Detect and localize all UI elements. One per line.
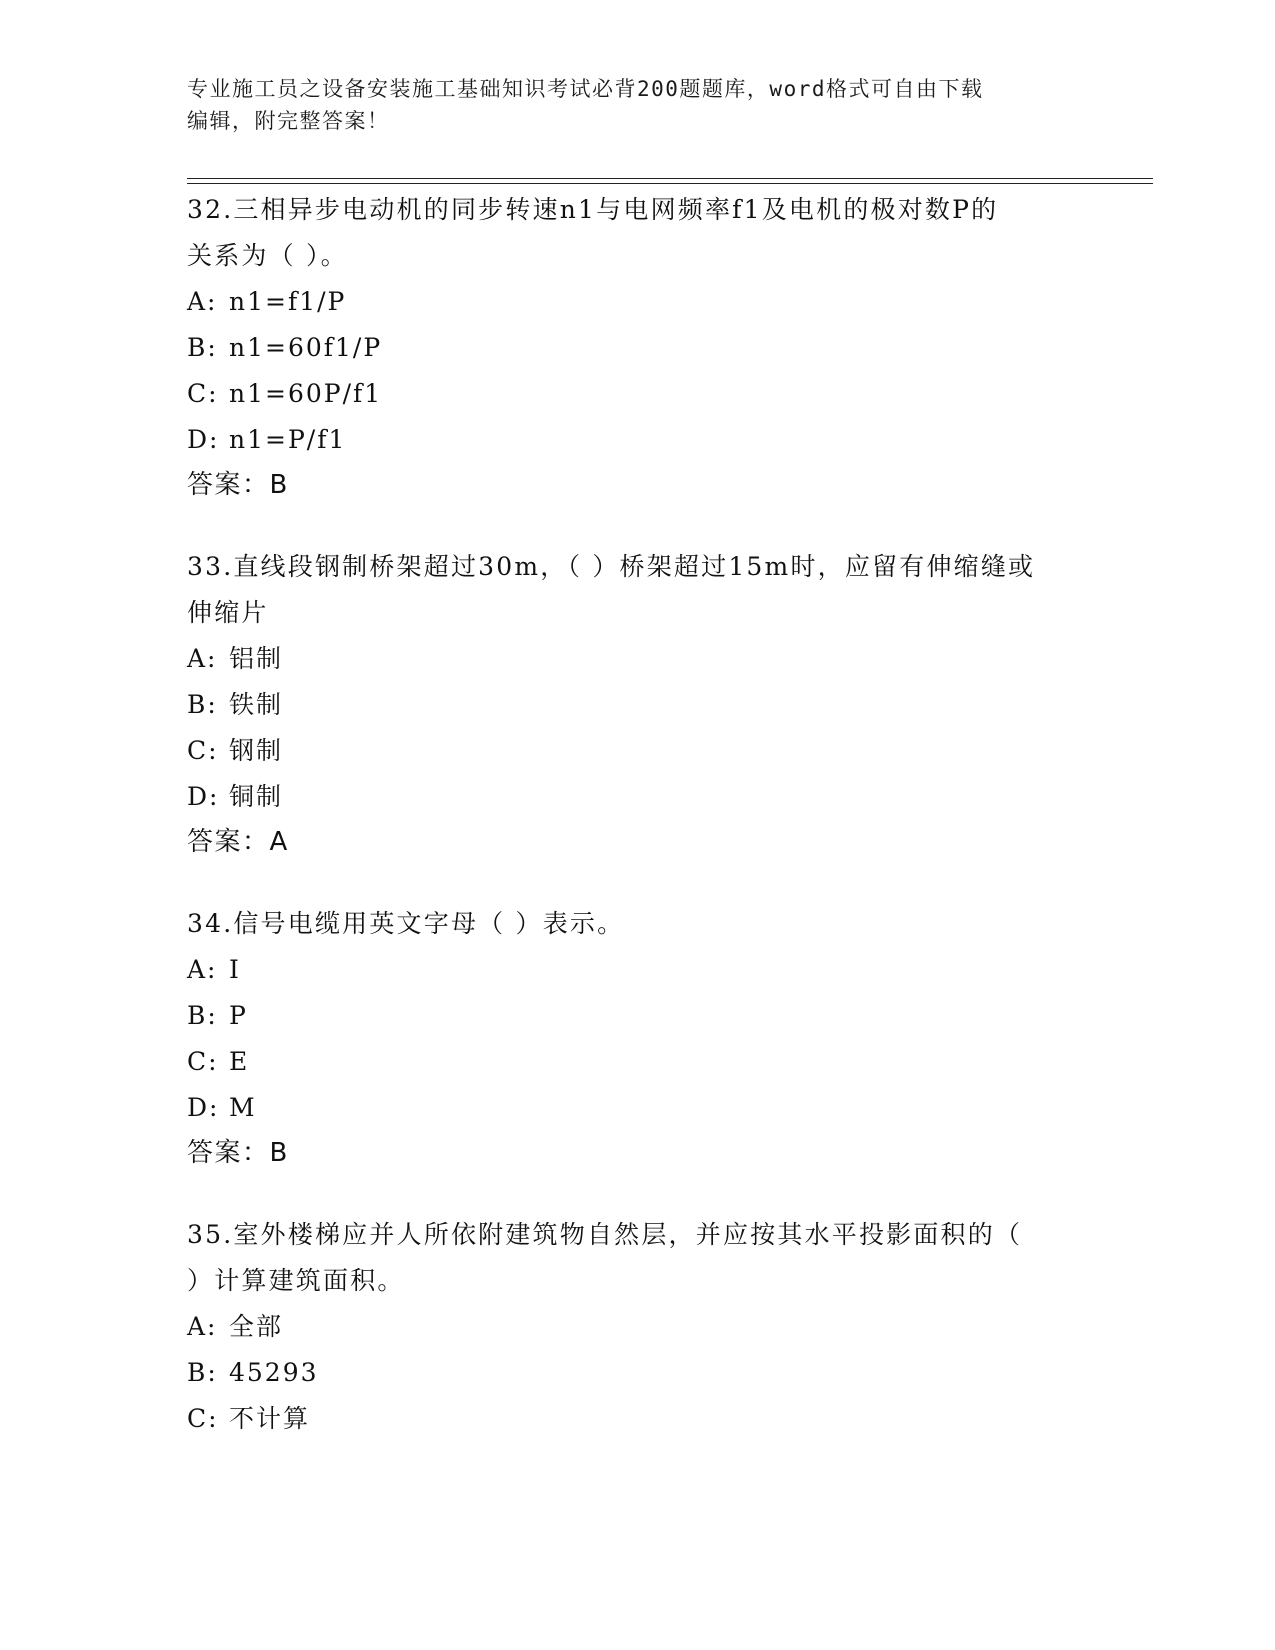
question-stem-line: 35.室外楼梯应并人所依附建筑物自然层，并应按其水平投影面积的（ — [187, 1220, 1023, 1249]
option-text: 铁制 — [229, 690, 284, 719]
option-letter: A: — [187, 955, 218, 984]
question-stem-line: 32.三相异步电动机的同步转速n1与电网频率f1及电机的极对数P的 — [187, 195, 999, 224]
option-text: I — [229, 955, 241, 984]
option-letter: D: — [187, 1093, 220, 1122]
option-letter: B: — [187, 333, 218, 362]
document-header — [187, 73, 1087, 137]
header-line-1: 专业施工员之设备安装施工基础知识考试必背200题题库，word格式可自由下载 — [187, 77, 984, 101]
option-c — [187, 1396, 1107, 1442]
option-text: M — [229, 1093, 257, 1122]
option-text: n1=60f1/P — [229, 333, 383, 362]
option-c — [187, 1039, 1107, 1085]
question-stem-line: 33.直线段钢制桥架超过30m，（ ）桥架超过15m时，应留有伸缩缝或 — [187, 552, 1036, 581]
question-list — [187, 187, 1107, 1479]
question-stem-line: 34.信号电缆用英文字母（ ）表示。 — [187, 909, 625, 938]
option-letter: B: — [187, 1001, 218, 1030]
option-text: 钢制 — [229, 736, 284, 765]
question-stem-line: ）计算建筑面积。 — [187, 1266, 405, 1295]
option-letter: A: — [187, 644, 218, 673]
option-b — [187, 1350, 1107, 1396]
option-letter: C: — [187, 1404, 219, 1433]
option-text: E — [229, 1047, 250, 1076]
option-a — [187, 947, 1107, 993]
option-text: P — [229, 1001, 248, 1030]
question-34 — [187, 901, 1107, 1175]
option-b — [187, 993, 1107, 1039]
option-d — [187, 774, 1107, 820]
option-letter: D: — [187, 425, 220, 454]
option-text: n1=60P/f1 — [229, 379, 383, 408]
option-a — [187, 279, 1107, 325]
question-32 — [187, 187, 1107, 507]
option-letter: A: — [187, 287, 218, 316]
question-33 — [187, 544, 1107, 864]
option-text: 铜制 — [229, 782, 284, 811]
option-letter: C: — [187, 736, 219, 765]
option-text: 45293 — [229, 1358, 319, 1387]
option-b — [187, 325, 1107, 371]
option-letter: C: — [187, 379, 219, 408]
answer-label: 答案：B — [187, 470, 289, 500]
option-text: n1=f1/P — [229, 287, 347, 316]
option-b — [187, 682, 1107, 728]
option-letter: C: — [187, 1047, 219, 1076]
option-text: 铝制 — [229, 644, 284, 673]
option-d — [187, 417, 1107, 463]
header-line-2: 编辑，附完整答案！ — [187, 109, 390, 133]
option-c — [187, 728, 1107, 774]
option-letter: D: — [187, 782, 220, 811]
option-a — [187, 1304, 1107, 1350]
option-letter: B: — [187, 1358, 218, 1387]
option-text: 不计算 — [229, 1404, 311, 1433]
header-divider-bottom — [187, 183, 1153, 184]
option-text: n1=P/f1 — [229, 425, 347, 454]
option-c — [187, 371, 1107, 417]
option-d — [187, 1085, 1107, 1131]
header-divider-top — [187, 178, 1153, 179]
question-stem-line: 关系为（ ）。 — [187, 241, 348, 270]
option-text: 全部 — [229, 1312, 284, 1341]
option-a — [187, 636, 1107, 682]
question-35 — [187, 1212, 1107, 1442]
answer-label: 答案：A — [187, 827, 289, 857]
question-stem-line: 伸缩片 — [187, 598, 269, 627]
option-letter: A: — [187, 1312, 218, 1341]
option-letter: B: — [187, 690, 218, 719]
answer-label: 答案：B — [187, 1138, 289, 1168]
